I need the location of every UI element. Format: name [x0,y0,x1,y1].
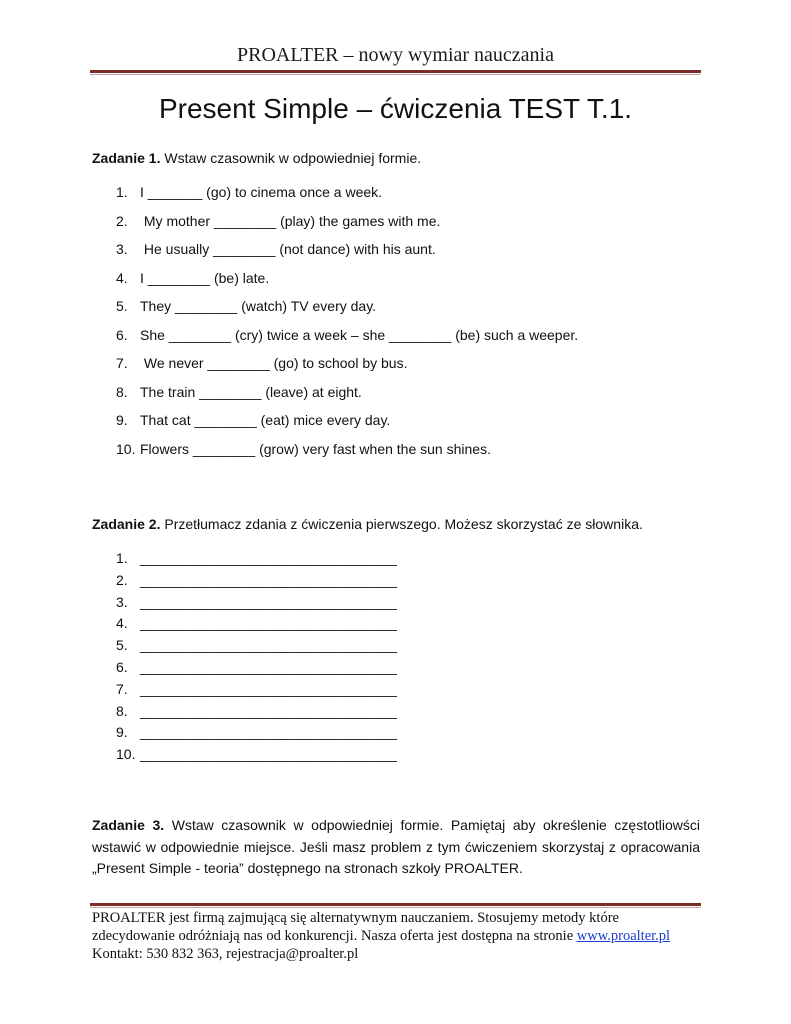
list-item: 8. _________________________________ [116,702,397,719]
list-item: 1. _________________________________ [116,550,397,566]
header-divider [90,70,701,75]
page-title: Present Simple – ćwiczenia TEST T.1. [158,93,633,124]
list-item: 9. That cat ________ (eat) mice every day. [116,412,391,428]
footer-line-1: PROALTER jest firmą zajmującą się alternatywnym nauczaniem. Stosujemy metody które [92,910,619,926]
task2-heading [92,515,643,533]
list-item: 6. _________________________________ [116,658,397,675]
task1-label: Zadanie 1. [92,150,161,166]
list-item: 2. _________________________________ [116,571,397,588]
list-item: 10. Flowers ________ (grow) very fast when the sun shines. [116,440,491,457]
footer-line-2: zdecydowanie odróżniają nas od konkurencji. Nasza oferta jest dostępna na stronie www.proalter.pl [92,928,671,944]
list-item: 4. _________________________________ [116,615,397,632]
list-item: 2. My mother ________ (play) the games with me. [116,212,441,229]
task2-label: Zadanie 2. [92,516,161,532]
website-link[interactable]: www.proalter.pl [576,928,671,944]
footer-divider [90,903,701,908]
list-item: 7. We never ________ (go) to school by bus. [116,355,408,371]
footer-contact: Kontakt: 530 832 363, rejestracja@proalter.pl [92,946,359,962]
list-item: 10. _________________________________ [116,746,397,763]
list-item: 3. _________________________________ [116,593,397,610]
list-item: 6. She ________ (cry) twice a week – she ________ (be) such a weeper. [116,326,579,343]
list-item: 5. _________________________________ [116,637,397,654]
list-item: 4. I ________ (be) late. [116,269,270,286]
task1-heading [92,149,421,167]
list-item: 3. He usually ________ (not dance) with his aunt. [116,241,436,257]
list-item: 5. They ________ (watch) TV every day. [116,298,377,314]
list-item: 7. _________________________________ [116,680,397,697]
task2-list [116,549,397,767]
task3-paragraph [92,815,700,880]
task3-text: Wstaw czasownik w odpowiedniej formie. Pamiętaj aby określenie częstotliowści wstawić w odpowiednie miejsce. Jeśli masz problem z tym ćwiczeniem skorzystaj z opracowania „Present Simple - teoria” dostępnego na stronach szkoły PROALTER. [92,817,700,876]
task1-instruction: Wstaw czasownik w odpowiedniej formie. [160,150,422,166]
list-item: 8. The train ________ (leave) at eight. [116,383,362,400]
header-title: PROALTER – nowy wymiar nauczania [237,44,554,66]
list-item: 1. I _______ (go) to cinema once a week. [116,184,383,200]
task3-label: Zadanie 3. [92,817,165,833]
list-item: 9. _________________________________ [116,724,397,741]
task2-instruction: Przetłumacz zdania z ćwiczenia pierwszego. Możesz skorzystać ze słownika. [160,516,643,532]
task1-list [116,183,578,468]
footer [92,909,712,963]
